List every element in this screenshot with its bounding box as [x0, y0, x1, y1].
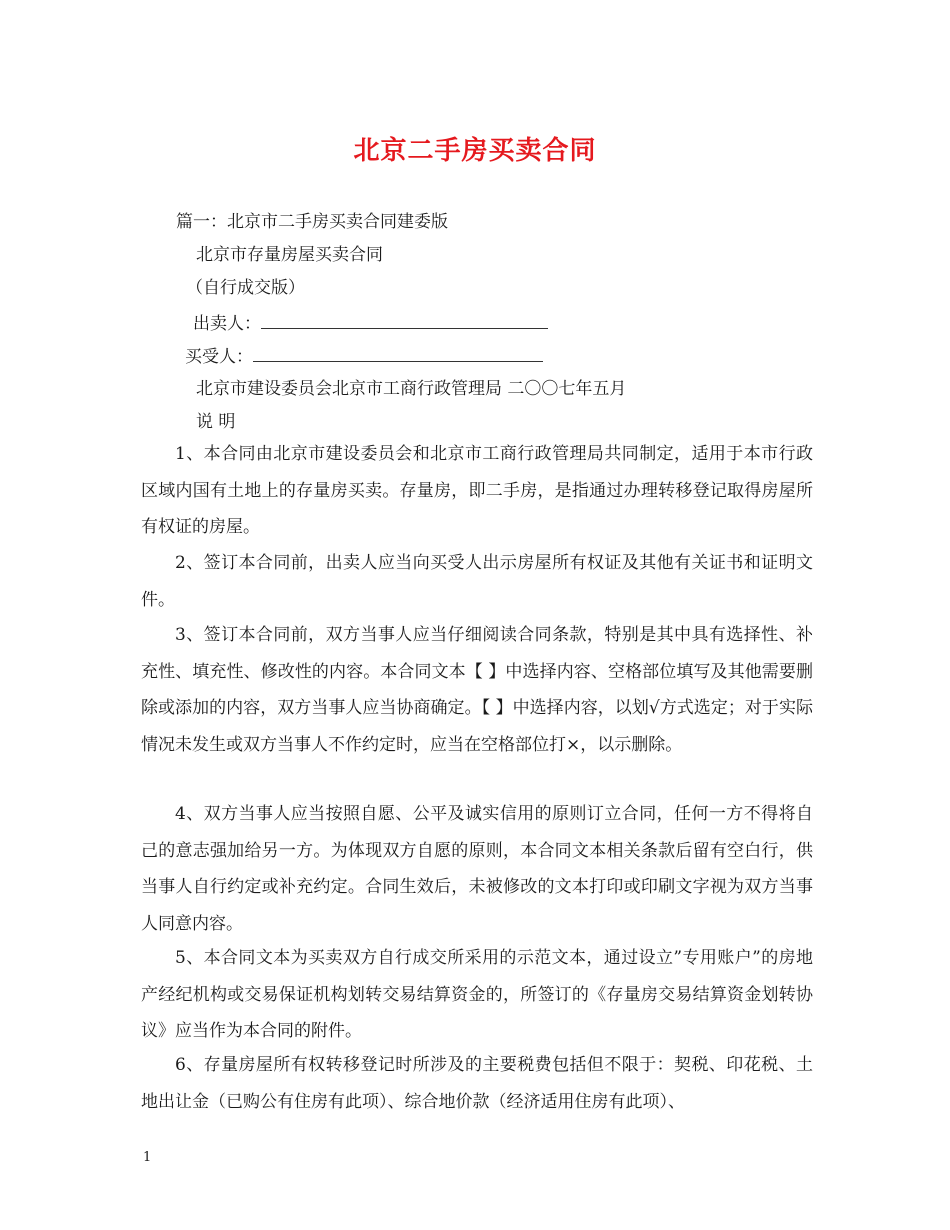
seller-blank — [261, 312, 548, 329]
seller-line — [193, 312, 548, 335]
explanation-heading: 说 明 — [196, 412, 236, 432]
buyer-label: 买受人： — [185, 347, 253, 367]
paragraph-5: 5、本合同文本为买卖双方自行成交所采用的示范文本，通过设立”专用账户”的房地产经纪机构或交易保证机构划转交易结算资金的，所签订的《存量房交易结算资金划转协议》应当作为本合同的附件。 — [141, 948, 813, 1041]
paragraph-1: 1、本合同由北京市建设委员会和北京市工商行政管理局共同制定，适用于本市行政区域内国有土地上的存量房买卖。存量房，即二手房，是指通过办理转移登记取得房屋所有权证的房屋。 — [141, 444, 813, 537]
buyer-line — [185, 345, 543, 368]
buyer-blank — [253, 345, 543, 362]
paragraph-2: 2、签订本合同前，出卖人应当向买受人出示房屋所有权证及其他有关证书和证明文件。 — [141, 553, 813, 610]
document-title: 北京二手房买卖合同 — [353, 136, 597, 166]
edition-label: （自行成交版） — [186, 278, 305, 298]
contract-name: 北京市存量房屋买卖合同 — [196, 245, 383, 265]
part-heading: 篇一：北京市二手房买卖合同建委版 — [176, 212, 448, 232]
seller-label: 出卖人： — [193, 314, 261, 334]
paragraph-3: 3、签订本合同前，双方当事人应当仔细阅读合同条款，特别是其中具有选择性、补充性、填充性、修改性的内容。本合同文本【 】中选择内容、空格部位填写及其他需要删除或添加的内容，双方当事人应当协商确定。【 】中选择内容，以划√方式选定；对于实际情况未发生或双方当事人不作约定时，应当在空格部位打×，以示删除。 — [141, 625, 813, 755]
paragraph-4: 4、双方当事人应当按照自愿、公平及诚实信用的原则订立合同，任何一方不得将自己的意志强加给另一方。为体现双方自愿的原则，本合同文本相关条款后留有空白行，供当事人自行约定或补充约定。合同生效后，未被修改的文本打印或印刷文字视为双方当事人同意内容。 — [141, 804, 813, 934]
issuer-line: 北京市建设委员会北京市工商行政管理局 二〇〇七年五月 — [196, 379, 627, 399]
paragraph-6: 6、存量房屋所有权转移登记时所涉及的主要税费包括但不限于：契税、印花税、土地出让金（已购公有住房有此项）、综合地价款（经济适用住房有此项）、 — [141, 1055, 813, 1112]
page-number: 1 — [143, 1150, 152, 1165]
